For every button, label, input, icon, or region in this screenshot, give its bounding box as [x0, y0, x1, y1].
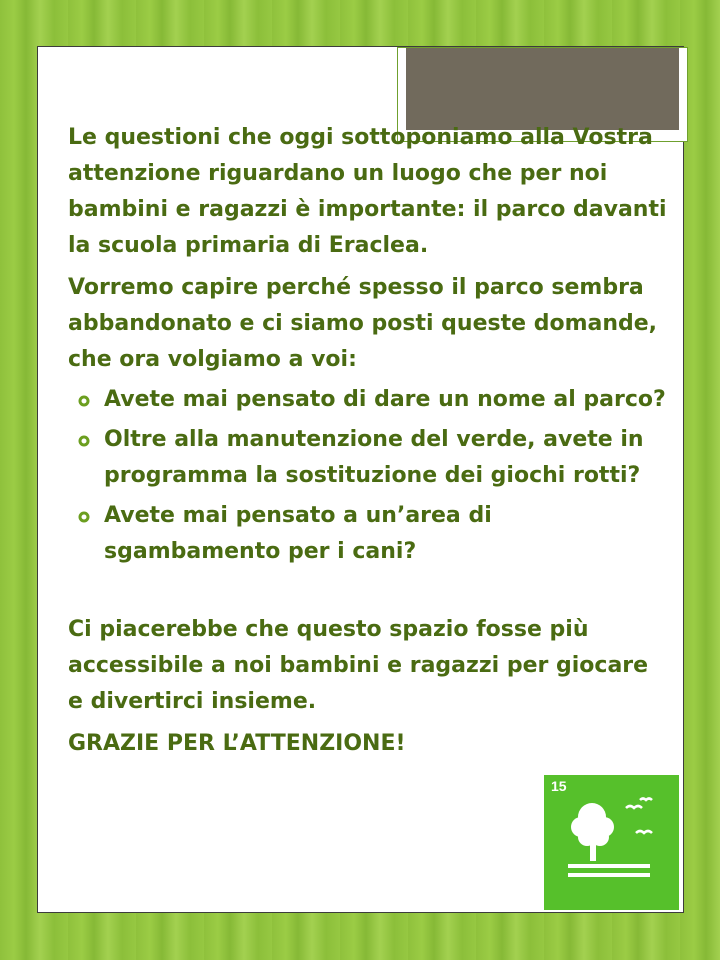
- list-item: [68, 382, 668, 418]
- bullet-ring-icon: [78, 511, 90, 523]
- list-item-text: Oltre alla manutenzione del verde, avete in programma la sostituzione dei giochi rotti?: [104, 427, 644, 488]
- lead-paragraph: Vorremo capire perché spesso il parco sembra abbandonato e ci siamo posti queste domande, che ora volgiamo a voi:: [68, 275, 658, 372]
- photo-placeholder: [406, 48, 679, 130]
- closing-paragraph: Ci piacerebbe che questo spazio fosse più accessibile a noi bambini e ragazzi per giocare e divertirci insieme.: [68, 617, 649, 714]
- list-item: [68, 422, 668, 494]
- sdg-number: 15: [551, 778, 567, 794]
- thanks-line: GRAZIE PER L’ATTENZIONE!: [68, 731, 406, 756]
- bullet-ring-icon: [78, 435, 90, 447]
- sdg-15-badge: [544, 775, 679, 910]
- tree-and-birds-icon: [544, 775, 679, 910]
- slide-content: [68, 120, 668, 762]
- list-item-text: Avete mai pensato a un’area di sgambamento per i cani?: [104, 503, 492, 564]
- question-list: [68, 382, 668, 570]
- list-item: [68, 498, 668, 570]
- list-item-text: Avete mai pensato di dare un nome al parco?: [104, 387, 666, 412]
- intro-paragraph: Le questioni che oggi sottoponiamo alla Vostra attenzione riguardano un luogo che per noi bambini e ragazzi è importante: il parco davanti la scuola primaria di Eraclea.: [68, 125, 667, 258]
- bullet-ring-icon: [78, 395, 90, 407]
